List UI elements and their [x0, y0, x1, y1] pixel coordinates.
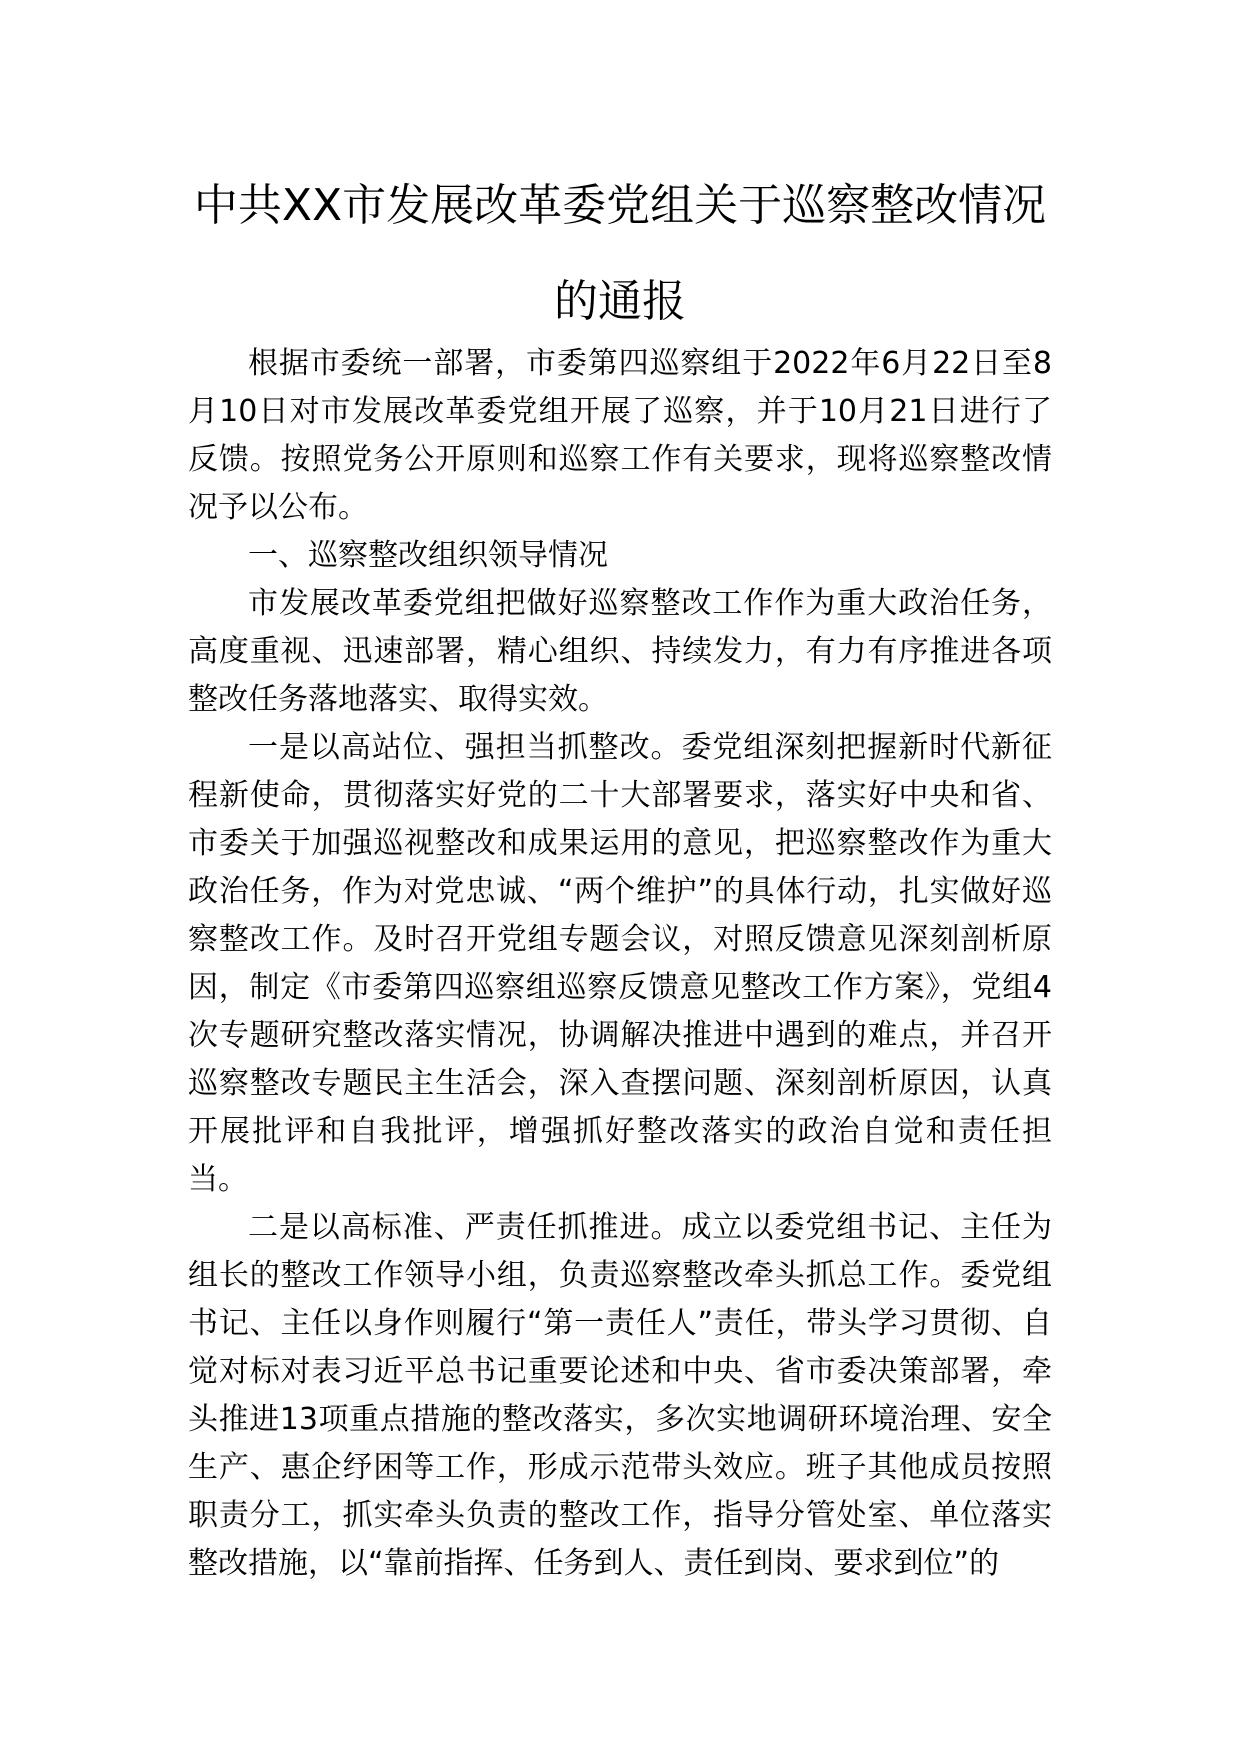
paragraph-intro: 根据市委统一部署，市委第四巡察组于2022年6月22日至8月10日对市发展改革委党组开展了巡察，并于10月21日进行了反馈。按照党务公开原则和巡察工作有关要求，现将巡察整改情况予以公布。 [188, 346, 1052, 525]
section-heading-1: 一、巡察整改组织领导情况 [248, 538, 608, 573]
document-page [188, 158, 1052, 1588]
paragraph-overview: 市发展改革委党组把做好巡察整改工作作为重大政治任务，高度重视、迅速部署，精心组织、持续发力，有力有序推进各项整改任务落地落实、取得实效。 [188, 586, 1052, 717]
document-title: 中共XX市发展改革委党组关于巡察整改情况的通报 [193, 180, 1047, 327]
paragraph-point-1: 一是以高站位、强担当抓整改。委党组深刻把握新时代新征程新使命，贯彻落实好党的二十大部署要求，落实好中央和省、市委关于加强巡视整改和成果运用的意见，把巡察整改作为重大政治任务，作为对党忠诚、“两个维护”的具体行动，扎实做好巡察整改工作。及时召开党组专题会议，对照反馈意见深刻剖析原因，制定《市委第四巡察组巡察反馈意见整改工作方案》，党组4次专题研究整改落实情况，协调解决推进中遇到的难点，并召开巡察整改专题民主生活会，深入查摆问题、深刻剖析原因，认真开展批评和自我批评，增强抓好整改落实的政治自觉和责任担当。 [188, 730, 1052, 1197]
document-body [188, 340, 1052, 1588]
paragraph-point-2: 二是以高标准、严责任抓推进。成立以委党组书记、主任为组长的整改工作领导小组，负责巡察整改牵头抓总工作。委党组书记、主任以身作则履行“第一责任人”责任，带头学习贯彻、自觉对标对表习近平总书记重要论述和中央、省市委决策部署，牵头推进13项重点措施的整改落实，多次实地调研环境治理、安全生产、惠企纾困等工作，形成示范带头效应。班子其他成员按照职责分工，抓实牵头负责的整改工作，指导分管处室、单位落实整改措施，以“靠前指挥、任务到人、责任到岗、要求到位”的 [188, 1210, 1052, 1581]
